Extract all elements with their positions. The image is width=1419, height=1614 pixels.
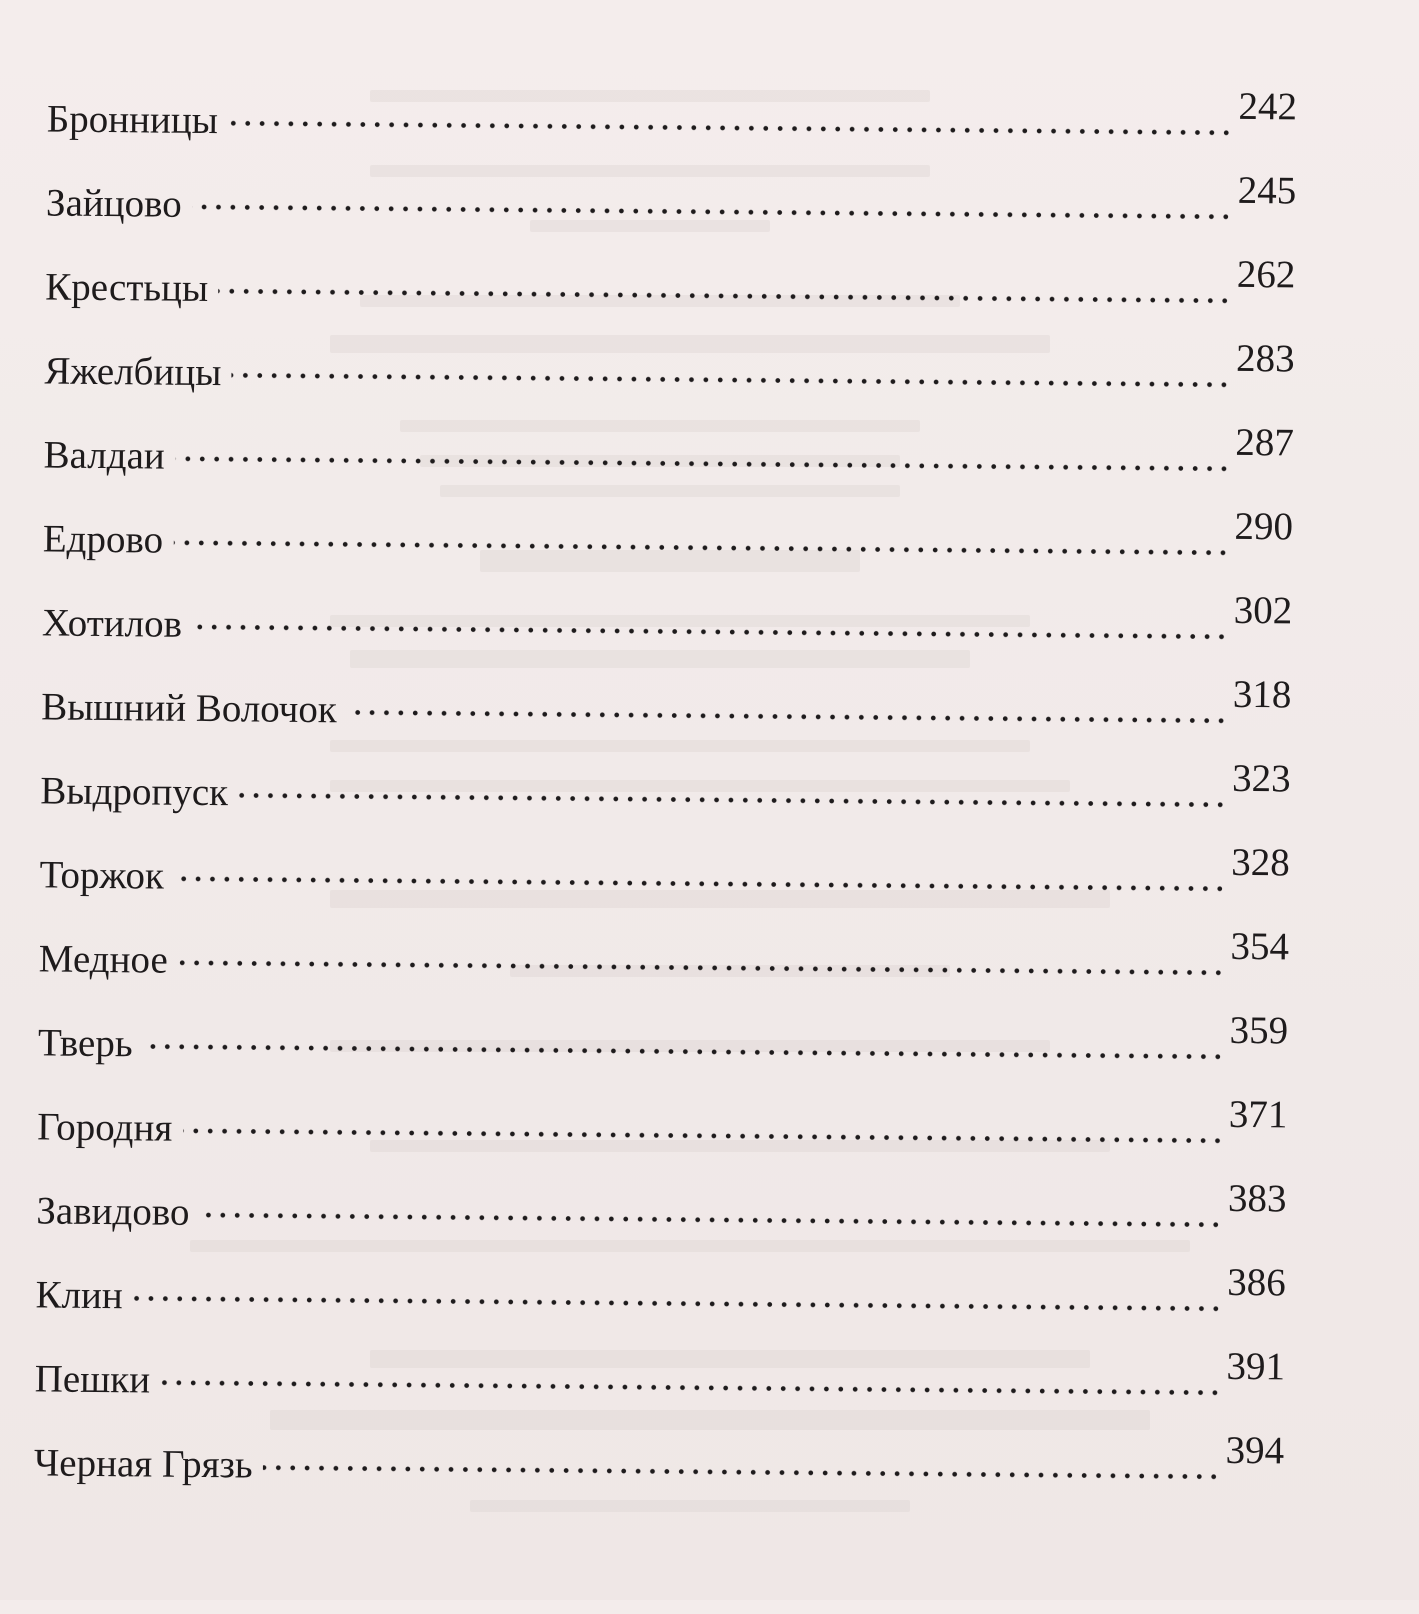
dot-leader xyxy=(263,1465,1221,1480)
toc-entry-page: 323 xyxy=(1231,756,1291,801)
dot-leader xyxy=(173,540,1229,556)
dot-leader xyxy=(174,876,1226,892)
dot-leader xyxy=(143,1043,1225,1059)
toc-entry-title: Торжок xyxy=(39,853,165,898)
dot-leader xyxy=(160,1380,1221,1396)
toc-entry-title: Валдаи xyxy=(43,433,165,478)
dot-leader xyxy=(192,624,1229,640)
dot-leader xyxy=(175,456,1231,472)
toc-entry-page: 383 xyxy=(1227,1176,1287,1221)
toc-entry xyxy=(36,1170,1287,1242)
toc-entry xyxy=(45,246,1296,318)
dot-leader xyxy=(183,1128,1225,1144)
toc-entry-title: Пешки xyxy=(34,1357,151,1402)
toc-entry-title: Зайцово xyxy=(45,181,183,226)
toc-entry-title: Клин xyxy=(35,1273,123,1318)
toc-entry-title: Хотилов xyxy=(41,601,183,646)
dot-leader xyxy=(238,792,1227,807)
toc-entry-page: 328 xyxy=(1231,840,1290,885)
toc-entry xyxy=(34,1422,1285,1494)
toc-entry-title: Тверь xyxy=(37,1021,133,1066)
toc-entry-page: 371 xyxy=(1228,1092,1288,1137)
toc-entry-page: 354 xyxy=(1230,924,1290,969)
toc-entry-page: 359 xyxy=(1229,1008,1289,1053)
toc-entry-title: Бронницы xyxy=(46,97,219,143)
dot-leader xyxy=(133,1295,1223,1311)
toc-entry xyxy=(40,750,1291,822)
toc-entry-title: Медное xyxy=(38,937,168,982)
toc-entry xyxy=(42,582,1293,654)
toc-entry xyxy=(38,1002,1289,1074)
toc-entry xyxy=(43,498,1294,570)
toc-entry-title: Черная Грязь xyxy=(33,1441,253,1487)
toc-entry-title: Городня xyxy=(36,1105,173,1150)
toc-entry-page: 394 xyxy=(1225,1428,1285,1473)
toc-entry-title: Вышний Волочок xyxy=(41,685,338,732)
toc-entry xyxy=(39,918,1290,990)
dot-leader xyxy=(228,120,1234,136)
toc-entry xyxy=(37,1086,1288,1158)
toc-entry-page: 290 xyxy=(1234,504,1294,549)
dot-leader xyxy=(200,1212,1224,1228)
dot-leader xyxy=(178,960,1226,976)
toc-entry xyxy=(46,162,1297,234)
toc-entry-title: Яжелбицы xyxy=(44,349,222,395)
toc-entry-page: 302 xyxy=(1233,588,1293,633)
toc-entry xyxy=(43,414,1294,486)
toc-entry-page: 245 xyxy=(1237,168,1297,213)
dot-leader xyxy=(232,372,1232,388)
toc-entry-title: Крестьцы xyxy=(45,265,209,311)
toc-entry xyxy=(44,330,1295,402)
toc-entry-page: 283 xyxy=(1235,336,1295,381)
toc-entry xyxy=(47,78,1298,150)
toc-entry-page: 287 xyxy=(1235,420,1295,465)
toc-entry-title: Завидово xyxy=(36,1189,190,1234)
dot-leader xyxy=(347,709,1228,723)
toc-entry-page: 262 xyxy=(1236,252,1296,297)
toc-entry xyxy=(35,1338,1286,1410)
toc-entry-page: 391 xyxy=(1226,1344,1286,1389)
toc-entry-title: Выдропуск xyxy=(40,769,229,815)
toc-entry xyxy=(41,666,1292,738)
dot-leader xyxy=(192,204,1233,220)
toc-entry xyxy=(35,1254,1286,1326)
toc-entry-page: 318 xyxy=(1232,672,1292,717)
dot-leader xyxy=(219,288,1233,304)
toc-entry-page: 386 xyxy=(1227,1260,1286,1305)
toc-entry-page: 242 xyxy=(1238,84,1298,129)
toc-entry xyxy=(39,834,1290,906)
toc-entry-title: Едрово xyxy=(42,517,164,562)
